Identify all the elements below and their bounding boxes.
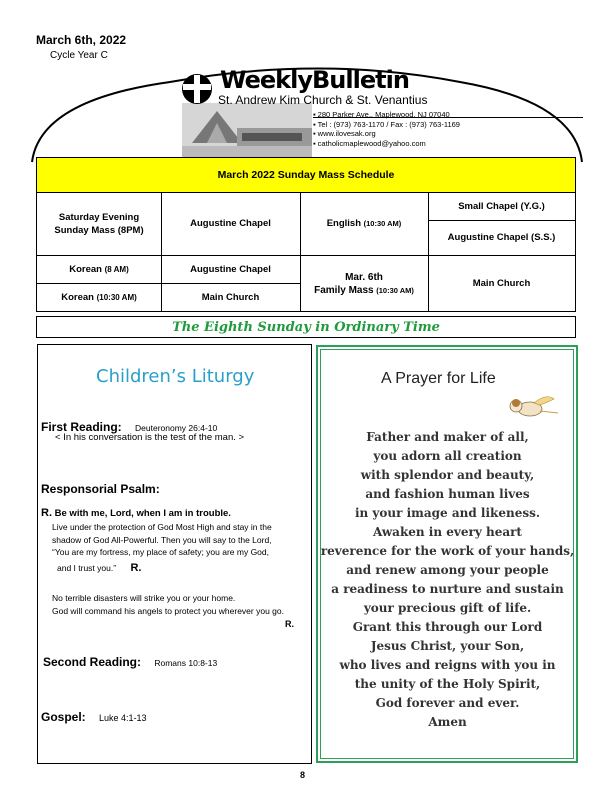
augustine-chapel-ss: Augustine Chapel (S.S.) [447, 232, 556, 243]
schedule-title: March 2022 Sunday Mass Schedule [37, 158, 575, 193]
english-mass: English (10:30 AM) [326, 218, 402, 229]
first-reading-ref: Deuteronomy 26:4-10 [135, 423, 218, 433]
email-link[interactable]: ▪ catholicmaplewood@yahoo.com [313, 139, 460, 149]
gospel: Gospel: Luke 4:1-13 [41, 710, 147, 724]
psalm-verse-2: No terrible disasters will strike you or your home. God will command his angels to protect you wherever you go. [52, 593, 284, 616]
psalm-label: Responsorial Psalm: [41, 482, 160, 496]
korean-8am-mass: Korean (8 AM) [69, 263, 129, 275]
prayer-text: Father and maker of all, you adorn all creation with splendor and beauty, and fashion human lives in your image and likeness. Awaken in every heart reverence for the work of your hands, and renew among your people a readiness to nurture and sustain your precious gift of life. Grant this through our Lord Jesus Christ, your Son, who lives and reigns with you in the unity of the Holy Spirit, God forever and ever. Amen [320, 430, 575, 729]
korean-1030-place: Main Church [201, 292, 260, 303]
angel-icon [500, 393, 560, 421]
saturday-mass-label: Saturday Evening Sunday Mass (8PM) [54, 211, 144, 236]
phone-fax: ▪ Tel : (973) 763-1170 / Fax : (973) 763-1169 [313, 120, 460, 130]
first-reading-note: < In his conversation is the test of the man. > [55, 432, 245, 443]
psalm-verse-1: Live under the protection of God Most High and stay in the shadow of God All-Powerful. Then you will say to the Lord, “You are my fortress, my place of safety; you are my God, [52, 522, 272, 557]
address: ▪ 280 Parker Ave., Maplewood, NJ 07040 [313, 110, 460, 120]
family-mass-place: Main Church [472, 278, 531, 289]
prayer-title: A Prayer for Life [381, 370, 496, 387]
bulletin-title: WeeklyBulletin [220, 66, 409, 94]
childrens-liturgy-title: Children’s Liturgy [96, 366, 255, 387]
small-chapel: Small Chapel (Y.G.) [458, 200, 545, 212]
psalm-response-marker: R. [285, 619, 294, 629]
psalm-verse-1-end: and I trust you.” R. [57, 562, 142, 574]
church-name: St. Andrew Kim Church & St. Venantius [218, 93, 428, 107]
church-photo [182, 103, 312, 158]
family-mass: Mar. 6th Family Mass (10:30 AM) [314, 271, 414, 296]
second-reading: Second Reading: Romans 10:8-13 [43, 655, 218, 669]
first-reading-label: First Reading: [41, 420, 122, 434]
cycle-year: Cycle Year C [50, 50, 108, 61]
bulletin-date: March 6th, 2022 [36, 33, 127, 47]
mass-schedule-table [36, 157, 576, 312]
page-number: 8 [300, 770, 306, 780]
saturday-mass-place: Augustine Chapel [190, 218, 271, 229]
psalm-response: R. Be with me, Lord, when I am in trouble. [41, 507, 231, 519]
korean-1030-mass: Korean (10:30 AM) [61, 292, 137, 303]
website-link[interactable]: ▪ www.ilovesak.org [313, 129, 460, 139]
contact-info [313, 110, 460, 148]
sunday-title: The Eighth Sunday in Ordinary Time [36, 316, 576, 338]
cross-logo-icon [177, 72, 217, 106]
korean-8am-place: Augustine Chapel [190, 263, 271, 275]
